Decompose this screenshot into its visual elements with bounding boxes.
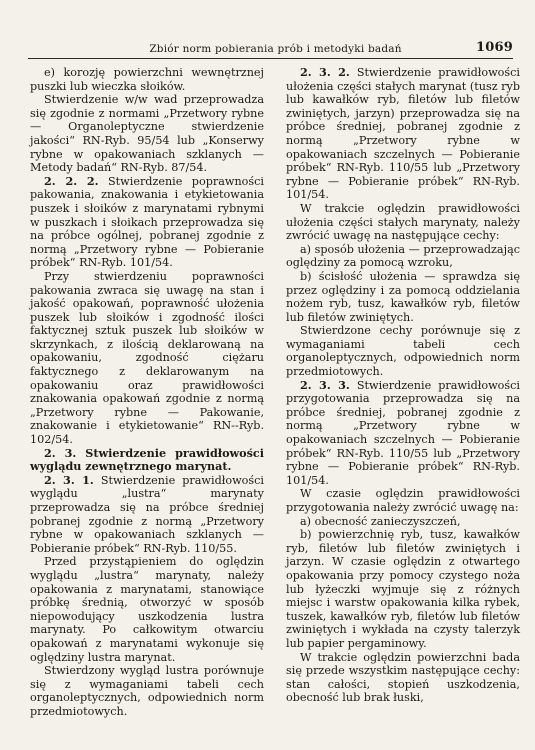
paragraph: Przy stwierdzeniu poprawności pakowania zwraca się uwagę na stan i jakość opakowań, poprawność ułożenia puszek lub słoików i zgodność ilości faktycznej sztuk puszek lub słoików w skrzynkach, z ilością deklarowaną na opakowaniu, zgodność ciężaru faktycznego z deklarowanym na opakowaniu oraz prawidłowości znakowania opakowań zgodnie z normą „Przetwory rybne — Pakowanie, znakowanie i etykietowanie“ RN--Ryb. 102/54. bbox=[30, 269, 264, 447]
paragraph: 2. 3. 2. Stwierdzenie prawidłowości ułożenia części stałych marynat (tusz ryb lub kawałków ryb, filetów lub filetów zwiniętych, jarzyn) przeprowadza się na próbce średniej, pobranej zgodnie z normą „Przetwory rybne w opakowaniach szczelnych — Pobieranie próbek“ RN-Ryb. 110/55 lub „Przetwory rybne — Pobieranie próbek“ RN-Ryb. 101/54. bbox=[286, 65, 520, 202]
list-item: a) sposób ułożenia — przeprowadzając oględziny za pomocą wzroku, bbox=[286, 242, 520, 270]
section-number: 2. 3. 3. bbox=[300, 377, 350, 392]
paragraph: Stwierdzone cechy porównuje się z wymaganiami tabeli cech organoleptycznych, odpowiednich norm przedmiotowych. bbox=[286, 324, 520, 379]
right-column bbox=[286, 66, 520, 705]
paragraph: W trakcie oględzin prawidłowości ułożenia części stałych marynaty, należy zwrócić uwagę na następujące cechy: bbox=[286, 201, 520, 243]
paragraph: e) korozję powierzchni wewnętrznej puszki lub wieczka słoików. bbox=[30, 66, 264, 93]
section-number: 2. 2. 2. bbox=[44, 173, 99, 188]
paragraph: Stwierdzony wygląd lustra porównuje się z wymaganiami tabeli cech organoleptycznych, odpowiednich norm przedmiotowych. bbox=[30, 664, 264, 718]
paragraph: W trakcie oględzin powierzchni bada się przede wszystkim następujące cechy: stan całości, stopień uszkodzenia, obecność lub brak łuski, bbox=[286, 650, 520, 705]
list-item: b) powierzchnię ryb, tusz, kawałków ryb, filetów lub filetów zwiniętych i jarzyn. W czasie oględzin z otwartego opakowania przy pomocy czystego noża lub łyżeczki wyjmuje się z różnych miejsc i warstw opakowania kilka rybek, tuszek, kawałków ryb, filetów lub filetów zwiniętych i wykłada na czysty talerzyk lub papier pergaminowy. bbox=[286, 528, 520, 650]
section-heading: 2. 3. Stwierdzenie prawidłowości wyglądu zewnętrznego marynat. bbox=[30, 445, 264, 474]
list-item: a) obecność zanieczyszczeń, bbox=[300, 514, 461, 528]
running-header bbox=[28, 40, 513, 59]
section-number: 2. 3. 1. bbox=[44, 472, 94, 487]
paragraph: Stwierdzenie w/w wad przeprowadza się zgodnie z normami „Przetwory rybne — Organoleptyczne stwierdzenie jakości“ RN-Ryb. 95/54 lub „Konserwy rybne w opakowaniach szklanych — Metody badań“ RN-Ryb. 87/54. bbox=[30, 93, 264, 175]
header-title: Zbiór norm pobierania prób i metodyki badań bbox=[149, 43, 402, 55]
left-column bbox=[30, 66, 264, 719]
page-number: 1069 bbox=[476, 40, 513, 55]
paragraph: 2. 3. 1. Stwierdzenie prawidłowości wyglądu „lustra“ marynaty przeprowadza się na próbce średniej pobranej zgodnie z normą „Przetwory rybne w opakowaniach szklanych — Pobieranie próbek“ RN-Ryb. 110/55. bbox=[30, 472, 264, 555]
paragraph: W czasie oględzin prawidłowości przygotowania należy zwrócić uwagę na: bbox=[286, 487, 520, 514]
paragraph: Przed przystąpieniem do oględzin wyglądu „lustra“ marynaty, należy opakowania z marynatami, stanowiące próbkę średnią, otworzyć w sposób niepowodujący uszkodzenia lustra marynaty. Po całkowitym otwarciu opakowań z marynatami wykonuje się oględziny lustra marynat. bbox=[30, 555, 264, 664]
section-number: 2. 3. bbox=[44, 445, 77, 460]
list-item: b) ścisłość ułożenia — sprawdza się przez oględziny i za pomocą oddzielania nożem ryb, tusz, kawałków ryb, filetów lub filetów zwiniętych. bbox=[286, 269, 520, 324]
paragraph: 2. 2. 2. Stwierdzenie poprawności pakowania, znakowania i etykietowania puszek i słoików z marynatami rybnymi w puszkach i słoikach przeprowadza się na próbce ogólnej, pobranej zgodnie z normą „Przetwory rybne — Pobieranie próbek“ RN-Ryb. 101/54. bbox=[30, 173, 264, 270]
section-number: 2. 3. 2. bbox=[300, 65, 350, 79]
paragraph: 2. 3. 3. Stwierdzenie prawidłowości przygotowania przeprowadza się na próbce średniej, pobranej zgodnie z normą „Przetwory rybne w opakowaniach szczelnych — Pobieranie próbek“ RN-Ryb. 110/55 lub „Przetwory rybne — Pobieranie próbek“ RN-Ryb. 101/54. bbox=[286, 377, 520, 487]
